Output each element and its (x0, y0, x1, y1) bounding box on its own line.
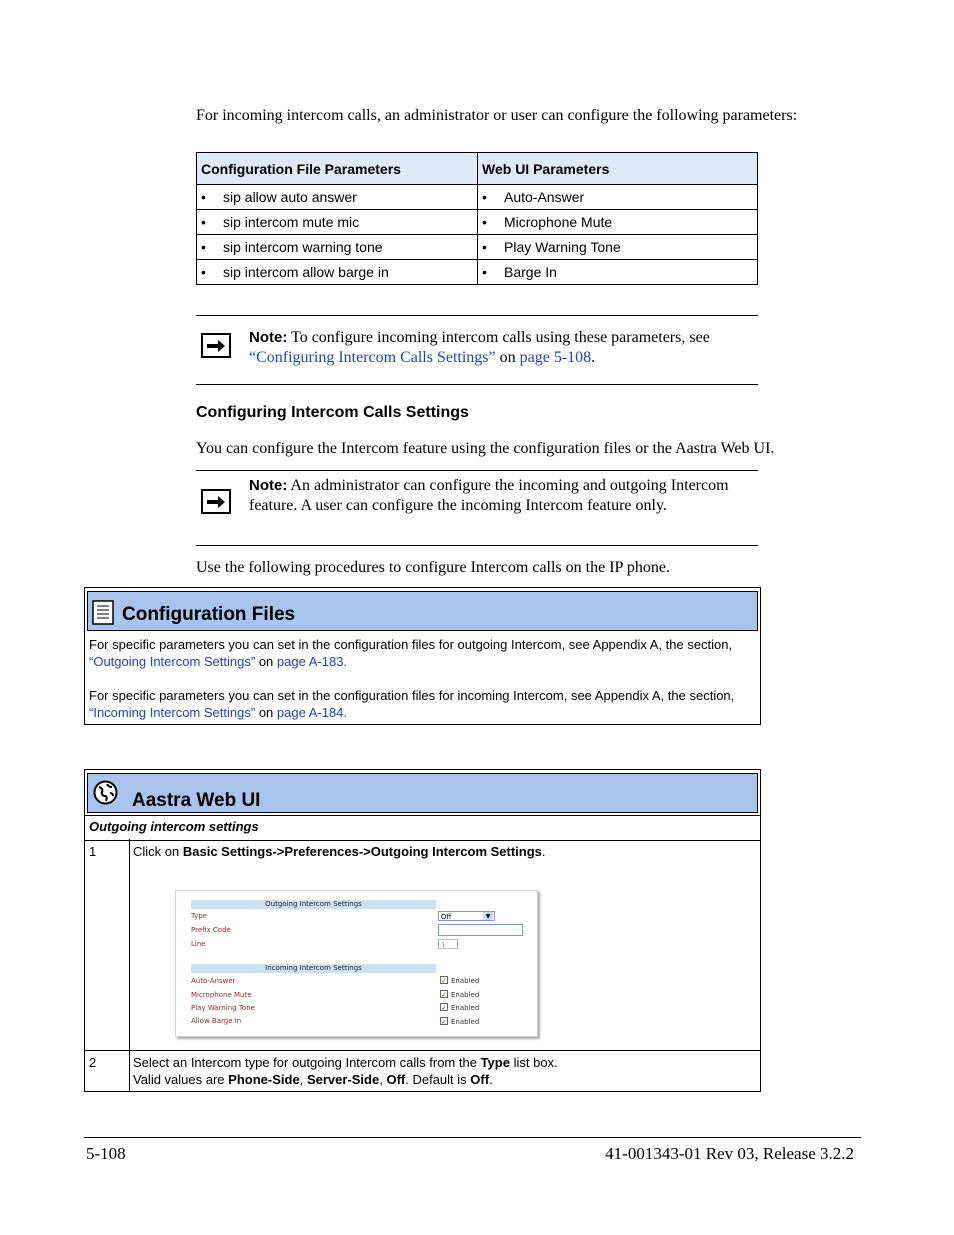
allow-barge-in-label: Allow Barge In (191, 1017, 242, 1025)
cell-text: sip intercom allow barge in (223, 264, 389, 280)
table-row (197, 210, 758, 235)
config-files-paragraph (89, 636, 746, 670)
config-files-paragraph (89, 687, 746, 721)
step-number: 2 (89, 1055, 97, 1070)
page-number: 5-108 (86, 1144, 126, 1163)
type-select-value: Off (441, 913, 452, 921)
step-text-bold: Off (470, 1072, 490, 1087)
outgoing-settings-header: Outgoing Intercom Settings (191, 900, 436, 909)
incoming-settings-header: Incoming Intercom Settings (191, 964, 436, 973)
procedures-paragraph: Use the following procedures to configure Intercom calls on the IP phone. (196, 559, 670, 576)
enabled-label: Enabled (451, 1018, 480, 1026)
cell-text: sip intercom mute mic (223, 214, 360, 230)
step-text-bold: Phone-Side (228, 1072, 300, 1087)
table-row (197, 260, 758, 285)
line-label: Line (191, 940, 206, 948)
parameters-table (196, 152, 758, 285)
step-text-bold: Server-Side (306, 1072, 380, 1087)
note-box (196, 470, 758, 546)
play-warning-tone-label: Play Warning Tone (191, 1004, 255, 1012)
enabled-label: Enabled (451, 1004, 480, 1012)
step-text-part: Click on (133, 844, 180, 859)
microphone-mute-checkbox[interactable]: ✓ (441, 991, 447, 999)
cell-text: Auto-Answer (504, 189, 585, 205)
column-divider (129, 839, 130, 1092)
subheading: Outgoing intercom settings (89, 819, 259, 834)
note-body: . (591, 349, 596, 366)
paragraph-text: on (258, 705, 274, 720)
table-cell: • Play Warning Tone (478, 235, 758, 260)
link-configuring-intercom[interactable]: “Configuring Intercom Calls Settings” (249, 349, 496, 366)
table-cell: • Barge In (478, 260, 758, 285)
link-incoming-intercom-settings[interactable]: “Incoming Intercom Settings” (89, 705, 256, 720)
step-text (133, 1054, 558, 1088)
step-text-bold: Off (386, 1072, 406, 1087)
section-heading: Configuring Intercom Calls Settings (196, 404, 469, 421)
table-cell: • Microphone Mute (478, 210, 758, 235)
step-text-part: , (379, 1072, 383, 1087)
table-cell: • sip allow auto answer (197, 185, 478, 210)
settings-screenshot (175, 890, 538, 1037)
note-label: Note: (249, 329, 288, 346)
cell-text: Barge In (504, 264, 557, 280)
step-number: 1 (89, 844, 97, 859)
box-title: Aastra Web UI (132, 790, 261, 811)
note-body: on (499, 349, 516, 366)
step-text-part: . (489, 1072, 493, 1087)
arrow-right-icon (201, 333, 231, 358)
row-divider (85, 1050, 760, 1051)
step-text-part: . (541, 844, 546, 859)
step-text-part: Valid values are (133, 1072, 225, 1087)
table-header: Configuration File Parameters (197, 153, 478, 185)
cell-text: Microphone Mute (504, 214, 613, 230)
enabled-label: Enabled (451, 991, 480, 999)
box-title: Configuration Files (122, 604, 296, 625)
auto-answer-label: Auto-Answer (191, 977, 236, 985)
cell-text: sip allow auto answer (223, 189, 357, 205)
table-cell: • sip intercom allow barge in (197, 260, 478, 285)
line-select-value: 1 (441, 941, 446, 949)
note-text (249, 476, 750, 516)
footer-rule (84, 1137, 861, 1138)
table-header-row (197, 153, 758, 185)
step-text-part: . Default is (405, 1072, 467, 1087)
step-text-part: Select an Intercom type for outgoing Intercom calls from the (133, 1055, 477, 1070)
step-text-part: , (299, 1072, 304, 1087)
step-text (133, 843, 546, 860)
allow-barge-in-checkbox[interactable]: ✓ (441, 1018, 447, 1026)
cell-text: Play Warning Tone (504, 239, 621, 255)
intro-text: For incoming intercom calls, an administrator or user can configure the following parameters: (196, 107, 798, 124)
prefix-code-input[interactable] (438, 924, 523, 936)
cell-text: sip intercom warning tone (223, 239, 383, 255)
paragraph-text: For specific parameters you can set in the configuration files for incoming Intercom, see Appendix A, the section, (89, 688, 735, 703)
paragraph-text: For specific parameters you can set in the configuration files for outgoing Intercom, see Appendix A, the section, (89, 637, 733, 652)
line-select[interactable] (438, 939, 458, 949)
paragraph-text: on (258, 654, 274, 669)
step-text-bold: Type (480, 1055, 510, 1070)
note-body: To configure incoming intercom calls using these parameters, see (291, 329, 710, 346)
box-header (87, 773, 758, 813)
globe-icon (93, 780, 118, 805)
play-warning-tone-checkbox[interactable]: ✓ (441, 1004, 447, 1012)
note-body: An administrator can configure the incoming and outgoing Intercom feature. A user can configure the incoming Intercom feature only. (249, 477, 729, 514)
menu-path: Basic Settings->Preferences->Outgoing Intercom Settings (182, 844, 542, 859)
link-page-5-108[interactable]: page 5-108 (519, 349, 592, 366)
link-outgoing-intercom-settings[interactable]: “Outgoing Intercom Settings” (89, 654, 256, 669)
microphone-mute-label: Microphone Mute (191, 991, 252, 999)
table-header: Web UI Parameters (478, 153, 758, 185)
subheading-row (85, 815, 760, 841)
table-cell: • sip intercom mute mic (197, 210, 478, 235)
table-row (197, 185, 758, 210)
auto-answer-checkbox[interactable]: ✓ (441, 977, 447, 985)
table-cell: • sip intercom warning tone (197, 235, 478, 260)
link-page-a-184[interactable]: page A-184. (276, 705, 348, 720)
type-label: Type (191, 912, 208, 920)
section-paragraph: You can configure the Intercom feature using the configuration files or the Aastra Web UI. (196, 440, 775, 457)
note-label: Note: (249, 477, 288, 494)
table-cell: • Auto-Answer (478, 185, 758, 210)
link-page-a-183[interactable]: page A-183. (276, 654, 348, 669)
box-header (87, 591, 758, 631)
chevron-down-icon: ▼ (483, 912, 493, 920)
document-icon (92, 600, 114, 625)
step-text-part: list box. (513, 1055, 558, 1070)
configuration-files-box (84, 587, 761, 725)
enabled-label: Enabled (451, 977, 480, 985)
prefix-code-label: Prefix Code (191, 926, 231, 934)
note-box (196, 315, 758, 385)
note-text (249, 328, 750, 368)
document-id: 41-001343-01 Rev 03, Release 3.2.2 (605, 1144, 854, 1163)
arrow-right-icon (201, 489, 231, 514)
type-select[interactable] (438, 911, 495, 921)
table-row (197, 235, 758, 260)
